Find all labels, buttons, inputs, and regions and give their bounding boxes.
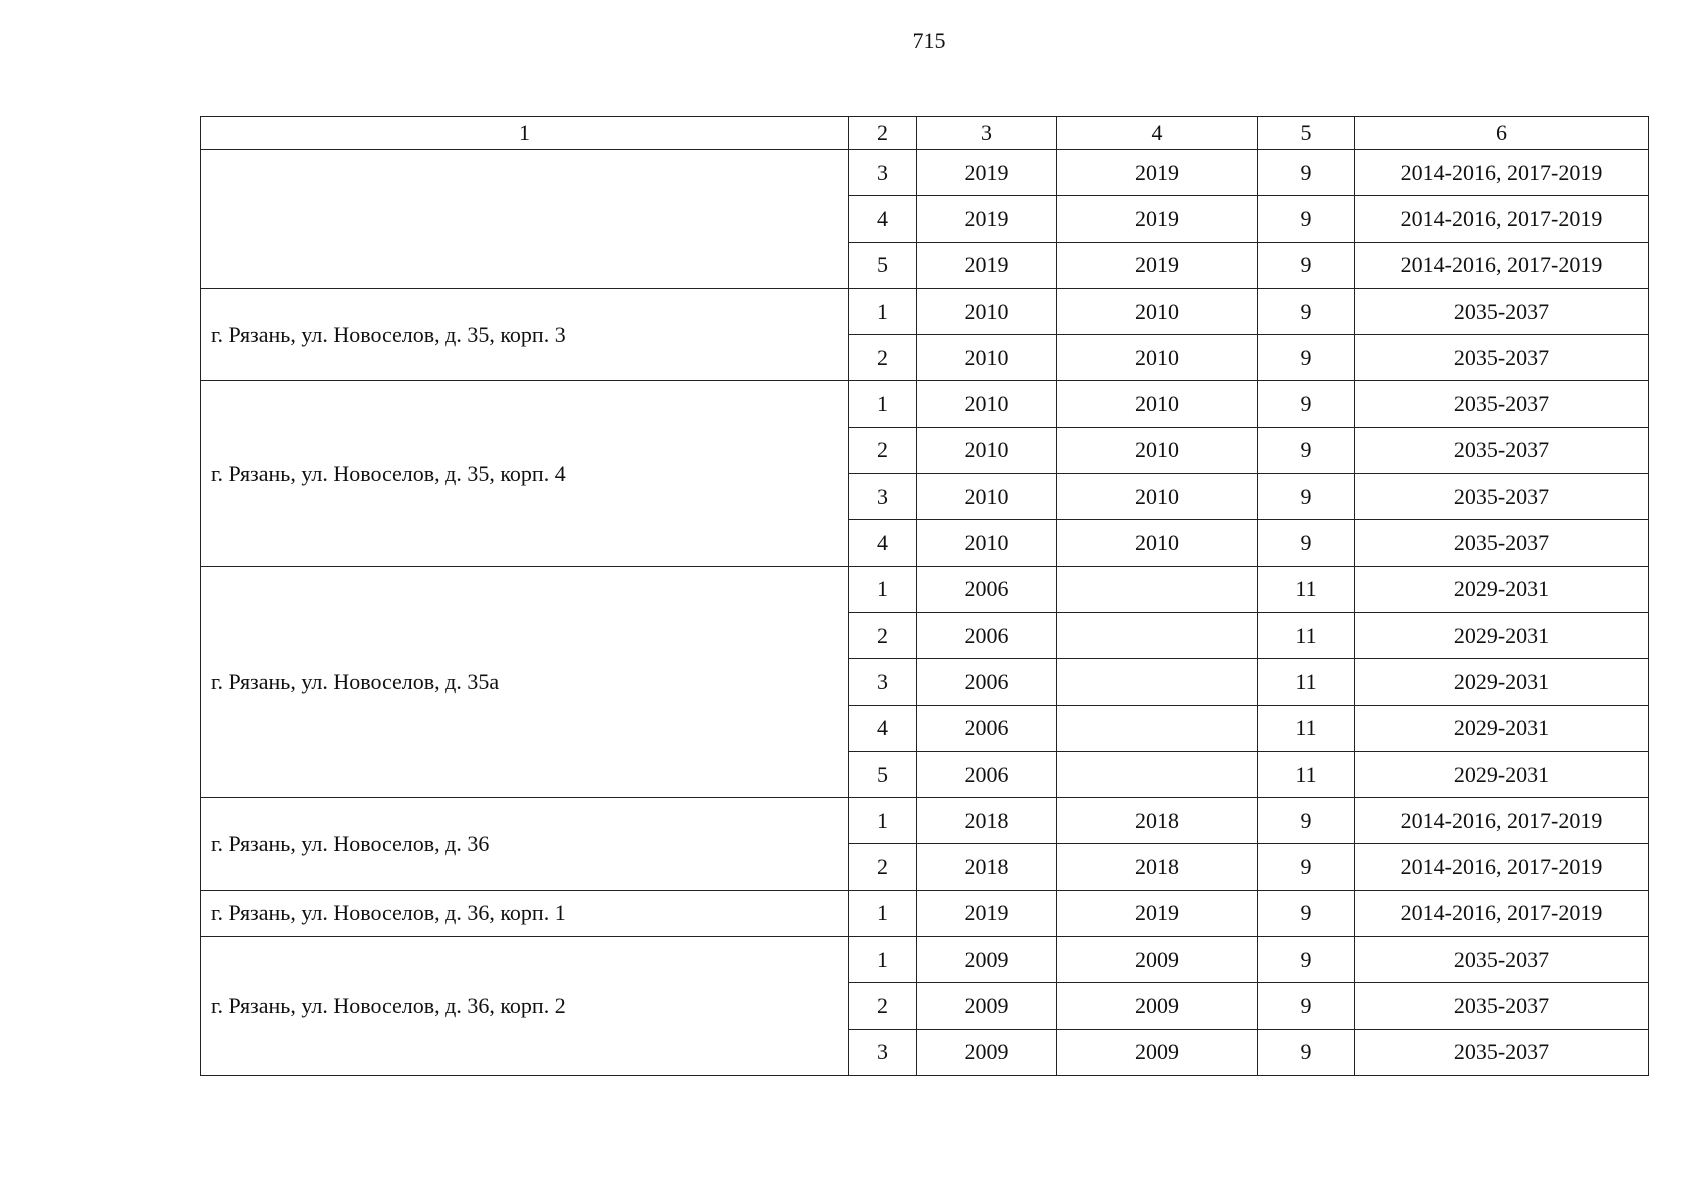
year-cell: 2019 bbox=[917, 196, 1057, 242]
address-cell bbox=[201, 150, 849, 289]
period-cell: 2035-2037 bbox=[1355, 288, 1649, 334]
floors-cell: 9 bbox=[1258, 242, 1355, 288]
floors-cell: 9 bbox=[1258, 150, 1355, 196]
period-cell: 2029-2031 bbox=[1355, 705, 1649, 751]
column-header-5: 5 bbox=[1258, 117, 1355, 150]
table-row bbox=[201, 798, 1649, 844]
year-cell: 2010 bbox=[917, 427, 1057, 473]
entrance-cell: 3 bbox=[849, 150, 917, 196]
floors-cell: 11 bbox=[1258, 751, 1355, 797]
year-alt-cell: 2018 bbox=[1057, 844, 1258, 890]
entrance-cell: 5 bbox=[849, 242, 917, 288]
period-cell: 2014-2016, 2017-2019 bbox=[1355, 196, 1649, 242]
year-cell: 2006 bbox=[917, 659, 1057, 705]
year-cell: 2010 bbox=[917, 381, 1057, 427]
period-cell: 2014-2016, 2017-2019 bbox=[1355, 798, 1649, 844]
period-cell: 2029-2031 bbox=[1355, 751, 1649, 797]
year-cell: 2018 bbox=[917, 844, 1057, 890]
year-cell: 2006 bbox=[917, 751, 1057, 797]
address-cell: г. Рязань, ул. Новоселов, д. 35, корп. 3 bbox=[201, 288, 849, 381]
period-cell: 2029-2031 bbox=[1355, 612, 1649, 658]
year-cell: 2006 bbox=[917, 705, 1057, 751]
entrance-cell: 3 bbox=[849, 1029, 917, 1075]
period-cell: 2014-2016, 2017-2019 bbox=[1355, 890, 1649, 936]
year-cell: 2009 bbox=[917, 937, 1057, 983]
entrance-cell: 3 bbox=[849, 659, 917, 705]
floors-cell: 11 bbox=[1258, 705, 1355, 751]
floors-cell: 9 bbox=[1258, 474, 1355, 520]
table-row bbox=[201, 566, 1649, 612]
year-cell: 2019 bbox=[917, 150, 1057, 196]
entrance-cell: 1 bbox=[849, 937, 917, 983]
address-cell: г. Рязань, ул. Новоселов, д. 36, корп. 1 bbox=[201, 890, 849, 936]
data-table bbox=[200, 116, 1649, 1076]
year-alt-cell: 2019 bbox=[1057, 196, 1258, 242]
address-cell: г. Рязань, ул. Новоселов, д. 36 bbox=[201, 798, 849, 891]
column-header-4: 4 bbox=[1057, 117, 1258, 150]
period-cell: 2035-2037 bbox=[1355, 381, 1649, 427]
floors-cell: 9 bbox=[1258, 335, 1355, 381]
period-cell: 2014-2016, 2017-2019 bbox=[1355, 844, 1649, 890]
floors-cell: 9 bbox=[1258, 1029, 1355, 1075]
floors-cell: 9 bbox=[1258, 288, 1355, 334]
floors-cell: 11 bbox=[1258, 566, 1355, 612]
year-alt-cell: 2010 bbox=[1057, 288, 1258, 334]
entrance-cell: 2 bbox=[849, 983, 917, 1029]
column-header-3: 3 bbox=[917, 117, 1057, 150]
year-alt-cell bbox=[1057, 612, 1258, 658]
entrance-cell: 3 bbox=[849, 474, 917, 520]
period-cell: 2035-2037 bbox=[1355, 427, 1649, 473]
entrance-cell: 4 bbox=[849, 705, 917, 751]
column-header-6: 6 bbox=[1355, 117, 1649, 150]
year-cell: 2009 bbox=[917, 983, 1057, 1029]
year-alt-cell: 2009 bbox=[1057, 983, 1258, 1029]
year-alt-cell: 2009 bbox=[1057, 937, 1258, 983]
year-cell: 2010 bbox=[917, 520, 1057, 566]
period-cell: 2035-2037 bbox=[1355, 520, 1649, 566]
floors-cell: 9 bbox=[1258, 427, 1355, 473]
year-cell: 2019 bbox=[917, 890, 1057, 936]
year-cell: 2009 bbox=[917, 1029, 1057, 1075]
entrance-cell: 2 bbox=[849, 335, 917, 381]
table-header bbox=[201, 117, 1649, 150]
period-cell: 2035-2037 bbox=[1355, 937, 1649, 983]
year-alt-cell: 2019 bbox=[1057, 890, 1258, 936]
year-alt-cell: 2009 bbox=[1057, 1029, 1258, 1075]
floors-cell: 9 bbox=[1258, 798, 1355, 844]
year-alt-cell bbox=[1057, 659, 1258, 705]
floors-cell: 9 bbox=[1258, 890, 1355, 936]
table-row bbox=[201, 150, 1649, 196]
entrance-cell: 1 bbox=[849, 798, 917, 844]
header-row bbox=[201, 117, 1649, 150]
entrance-cell: 1 bbox=[849, 890, 917, 936]
table-row bbox=[201, 937, 1649, 983]
period-cell: 2035-2037 bbox=[1355, 1029, 1649, 1075]
floors-cell: 9 bbox=[1258, 983, 1355, 1029]
entrance-cell: 1 bbox=[849, 288, 917, 334]
column-header-2: 2 bbox=[849, 117, 917, 150]
period-cell: 2029-2031 bbox=[1355, 659, 1649, 705]
column-header-1: 1 bbox=[201, 117, 849, 150]
year-cell: 2010 bbox=[917, 335, 1057, 381]
floors-cell: 11 bbox=[1258, 659, 1355, 705]
year-alt-cell: 2010 bbox=[1057, 520, 1258, 566]
entrance-cell: 2 bbox=[849, 844, 917, 890]
period-cell: 2014-2016, 2017-2019 bbox=[1355, 150, 1649, 196]
period-cell: 2035-2037 bbox=[1355, 474, 1649, 520]
year-cell: 2006 bbox=[917, 566, 1057, 612]
entrance-cell: 2 bbox=[849, 612, 917, 658]
period-cell: 2029-2031 bbox=[1355, 566, 1649, 612]
year-alt-cell: 2010 bbox=[1057, 474, 1258, 520]
table-row bbox=[201, 381, 1649, 427]
year-alt-cell: 2010 bbox=[1057, 427, 1258, 473]
entrance-cell: 2 bbox=[849, 427, 917, 473]
period-cell: 2035-2037 bbox=[1355, 983, 1649, 1029]
floors-cell: 9 bbox=[1258, 520, 1355, 566]
floors-cell: 9 bbox=[1258, 196, 1355, 242]
year-cell: 2019 bbox=[917, 242, 1057, 288]
entrance-cell: 1 bbox=[849, 381, 917, 427]
table-body bbox=[201, 150, 1649, 1076]
floors-cell: 11 bbox=[1258, 612, 1355, 658]
entrance-cell: 5 bbox=[849, 751, 917, 797]
address-cell: г. Рязань, ул. Новоселов, д. 35, корп. 4 bbox=[201, 381, 849, 566]
year-alt-cell: 2019 bbox=[1057, 242, 1258, 288]
year-alt-cell bbox=[1057, 705, 1258, 751]
year-alt-cell bbox=[1057, 751, 1258, 797]
year-cell: 2006 bbox=[917, 612, 1057, 658]
year-alt-cell bbox=[1057, 566, 1258, 612]
year-cell: 2018 bbox=[917, 798, 1057, 844]
floors-cell: 9 bbox=[1258, 844, 1355, 890]
year-alt-cell: 2010 bbox=[1057, 335, 1258, 381]
entrance-cell: 1 bbox=[849, 566, 917, 612]
period-cell: 2035-2037 bbox=[1355, 335, 1649, 381]
entrance-cell: 4 bbox=[849, 520, 917, 566]
period-cell: 2014-2016, 2017-2019 bbox=[1355, 242, 1649, 288]
address-cell: г. Рязань, ул. Новоселов, д. 36, корп. 2 bbox=[201, 937, 849, 1076]
address-cell: г. Рязань, ул. Новоселов, д. 35а bbox=[201, 566, 849, 797]
table-row bbox=[201, 288, 1649, 334]
year-cell: 2010 bbox=[917, 288, 1057, 334]
floors-cell: 9 bbox=[1258, 381, 1355, 427]
floors-cell: 9 bbox=[1258, 937, 1355, 983]
year-alt-cell: 2010 bbox=[1057, 381, 1258, 427]
page-number: 715 bbox=[912, 28, 946, 53]
year-alt-cell: 2018 bbox=[1057, 798, 1258, 844]
year-alt-cell: 2019 bbox=[1057, 150, 1258, 196]
year-cell: 2010 bbox=[917, 474, 1057, 520]
entrance-cell: 4 bbox=[849, 196, 917, 242]
table-row bbox=[201, 890, 1649, 936]
